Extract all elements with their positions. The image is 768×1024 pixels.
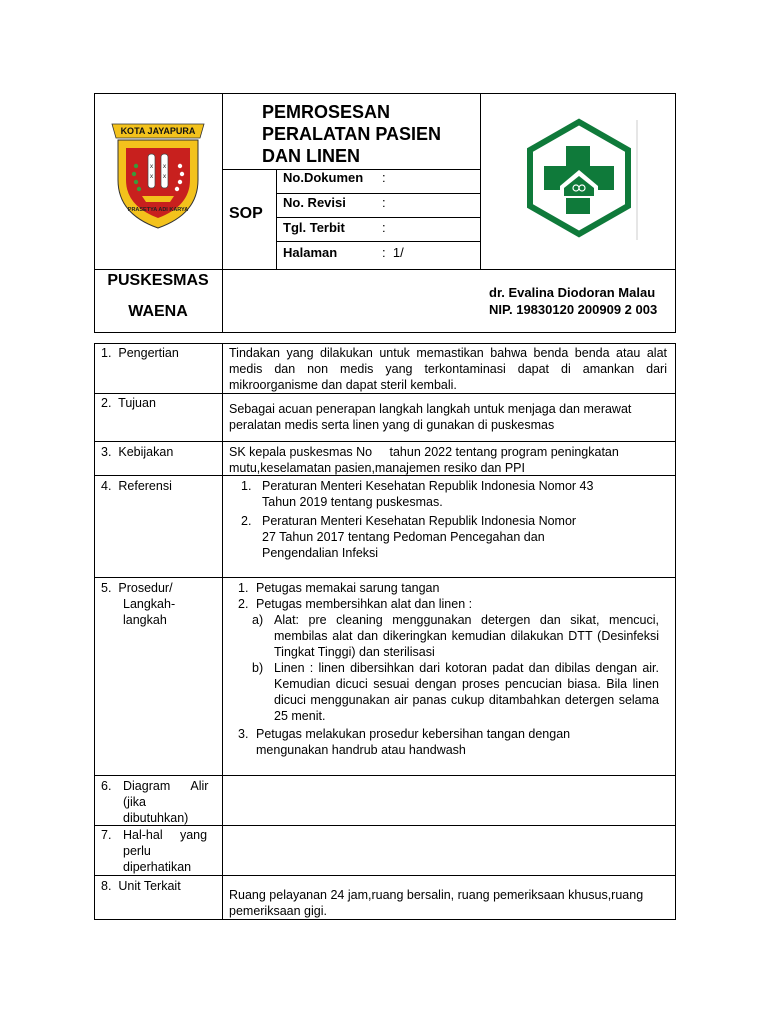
puskesmas-logo xyxy=(520,116,638,240)
header-divider xyxy=(276,217,480,218)
sub-text: Linen : linen dibersihkan dari kotoran padat dan dibilas dengan air. Kemudian dicuci sesuai dengan proses pencucian biasa. Bila linen dicuci menggunakan air panas cukup ditambahkan detergen selama 25 menit. xyxy=(274,661,659,723)
header-divider xyxy=(276,241,480,242)
header-divider xyxy=(222,93,223,333)
row-divider xyxy=(94,577,676,578)
prosedur-step-3 xyxy=(238,726,628,758)
svg-text:x: x xyxy=(162,163,167,170)
prosedur-label-line: 5. Prosedur/ xyxy=(101,581,173,595)
referensi-item-2 xyxy=(241,513,661,561)
prosedur-step-2 xyxy=(238,596,668,612)
row-num: 7. xyxy=(101,828,112,842)
title-line: DAN LINEN xyxy=(262,146,360,166)
label-referensi: 4. Referensi xyxy=(101,479,172,493)
text-pengertian: Tindakan yang dilakukan untuk memastikan bahwa benda benda atau alat medis dan non medis yang terkontaminasi dapat di amankan dari mikroorganisme dan dapat steril kembali. xyxy=(229,346,667,392)
sub-text: Alat: pre cleaning menggunakan detergen dan sikat, mencuci, membilas alat dan dikeringkan kemudian dilakukan DTT (Desinfeksi Tingkat Tinggi) dan sterilisasi xyxy=(274,613,659,659)
prosedur-sub-a xyxy=(252,612,659,660)
meta-label-halaman: Halaman xyxy=(283,245,338,260)
content-divider xyxy=(222,343,223,920)
sop-label: SOP xyxy=(229,205,263,222)
title-line: PERALATAN PASIEN xyxy=(262,124,442,144)
header-divider xyxy=(276,193,480,194)
header-divider xyxy=(480,93,481,270)
referensi-num: 2. xyxy=(241,514,252,528)
kota-jayapura-emblem xyxy=(106,118,210,232)
step-num: 2. xyxy=(238,597,249,611)
text-unit-terkait: Ruang pelayanan 24 jam,ruang bersalin, ruang pemeriksaan khusus,ruang pemeriksaan gigi. xyxy=(229,888,644,918)
label-pengertian: 1. Pengertian xyxy=(101,346,179,360)
sub-num: a) xyxy=(252,613,264,627)
step-text: Petugas memakai sarung tangan xyxy=(256,581,440,595)
referensi-item-1 xyxy=(241,478,661,510)
label-diagram xyxy=(101,778,216,826)
referensi-num: 1. xyxy=(241,479,252,493)
document-title xyxy=(262,101,476,167)
svg-text:x: x xyxy=(149,173,154,180)
row-divider xyxy=(94,441,676,442)
hal-label-line: diperhatikan xyxy=(123,860,192,874)
text-kebijakan: SK kepala puskesmas No tahun 2022 tentang program peningkatan mutu,keselamatan pasien,manajemen resiko dan PPI xyxy=(229,445,623,475)
label-tujuan: 2. Tujuan xyxy=(101,396,156,410)
org-line: WAENA xyxy=(128,303,188,320)
row-divider xyxy=(94,875,676,876)
hal-label-line: Hal-hal yang xyxy=(123,828,208,842)
emblem-motto: PRASETYA ADI KARYA xyxy=(127,207,189,213)
emblem-ribbon-text: KOTA JAYAPURA xyxy=(120,126,196,136)
referensi-line: Peraturan Menteri Kesehatan Republik Indonesia Nomor xyxy=(262,514,577,528)
referensi-line: Tahun 2019 tentang puskesmas. xyxy=(262,495,443,509)
org-name xyxy=(94,271,222,322)
hal-label-line: perlu xyxy=(123,844,151,858)
svg-text:x: x xyxy=(149,163,154,170)
meta-value-tgl-terbit: : xyxy=(382,220,386,235)
meta-value-no-revisi: : xyxy=(382,195,386,210)
label-unit-terkait: 8. Unit Terkait xyxy=(101,879,181,893)
header-divider xyxy=(276,169,277,270)
label-hal-hal xyxy=(101,827,216,875)
diagram-label-line: (jika xyxy=(123,795,146,809)
referensi-line: Peraturan Menteri Kesehatan Republik Indonesia Nomor 43 xyxy=(262,479,594,493)
step-num: 3. xyxy=(238,727,249,741)
meta-label-tgl-terbit: Tgl. Terbit xyxy=(283,220,345,235)
meta-value-halaman: : 1/ xyxy=(382,245,404,260)
meta-label-no-revisi: No. Revisi xyxy=(283,195,346,210)
prosedur-sub-b xyxy=(252,660,659,724)
label-kebijakan: 3. Kebijakan xyxy=(101,445,174,459)
row-divider xyxy=(94,775,676,776)
svg-text:x: x xyxy=(162,173,167,180)
meta-label-no-dokumen: No.Dokumen xyxy=(283,170,364,185)
row-divider xyxy=(94,393,676,394)
text-tujuan: Sebagai acuan penerapan langkah langkah untuk menjaga dan merawat peralatan medis serta linen yang di gunakan di puskesmas xyxy=(229,402,632,432)
step-text: Petugas melakukan prosedur kebersihan tangan dengan mengunakan handrub atau handwash xyxy=(256,727,571,757)
title-line: PEMROSESAN xyxy=(262,102,391,122)
referensi-line: 27 Tahun 2017 tentang Pedoman Pencegahan dan xyxy=(262,530,545,544)
prosedur-label-line: Langkah- xyxy=(123,597,176,611)
header-divider xyxy=(94,269,676,270)
sub-num: b) xyxy=(252,661,264,675)
step-text: Petugas membersihkan alat dan linen : xyxy=(256,597,473,611)
signer-name: dr. Evalina Diodoran Malau xyxy=(489,285,656,300)
step-num: 1. xyxy=(238,581,249,595)
signer-nip: NIP. 19830120 200909 2 003 xyxy=(489,302,658,317)
diagram-label-line: dibutuhkan) xyxy=(123,811,189,825)
prosedur-step-1 xyxy=(238,580,668,596)
diagram-label-line: Diagram Alir xyxy=(123,779,209,793)
referensi-line: Pengendalian Infeksi xyxy=(262,546,379,560)
meta-value-no-dokumen: : xyxy=(382,170,386,185)
org-line: PUSKESMAS xyxy=(107,272,209,289)
prosedur-label-line: langkah xyxy=(123,613,167,627)
row-num: 6. xyxy=(101,779,112,793)
label-prosedur xyxy=(101,580,175,628)
